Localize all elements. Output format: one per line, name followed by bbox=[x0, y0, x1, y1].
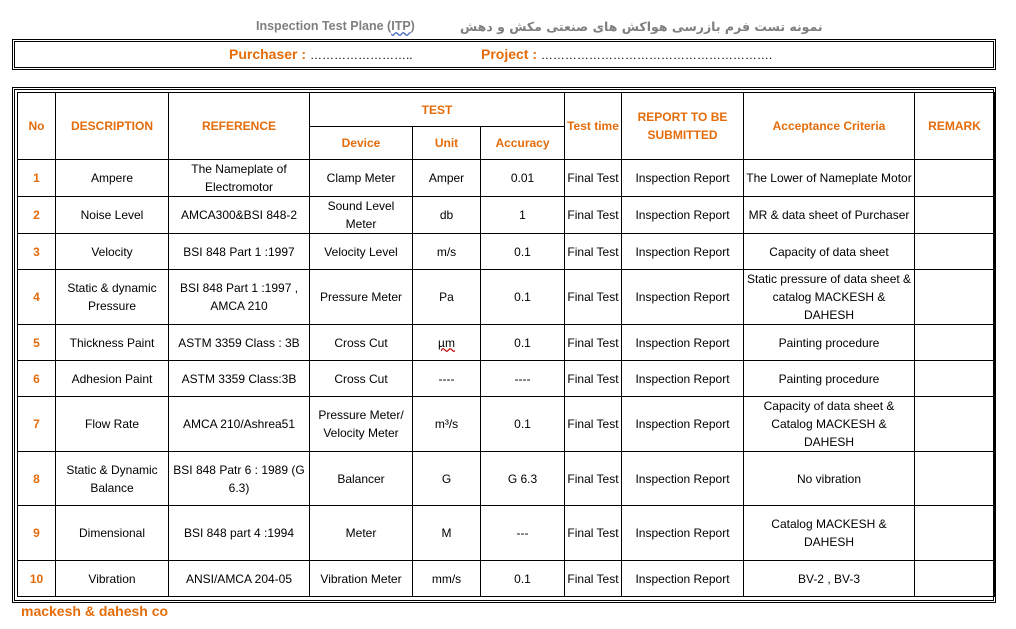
cell-no: 2 bbox=[18, 197, 56, 234]
cell-unit: mm/s bbox=[413, 561, 481, 597]
cell-remark bbox=[915, 361, 995, 397]
company-footer: mackesh & dahesh co bbox=[21, 603, 169, 619]
cell-accuracy: 0.1 bbox=[481, 270, 565, 325]
cell-accuracy: G 6.3 bbox=[481, 452, 565, 506]
header-remark: REMARK bbox=[915, 93, 995, 160]
cell-description: Flow Rate bbox=[56, 397, 169, 452]
cell-unit: G bbox=[413, 452, 481, 506]
cell-reference: BSI 848 Patr 6 : 1989 (G 6.3) bbox=[169, 452, 310, 506]
cell-no: 5 bbox=[18, 325, 56, 361]
cell-test-time: Final Test bbox=[565, 325, 622, 361]
cell-acceptance: Static pressure of data sheet & catalog MACKESH & DAHESH bbox=[744, 270, 915, 325]
cell-test-time: Final Test bbox=[565, 506, 622, 561]
cell-unit: m³/s bbox=[413, 397, 481, 452]
header-reference: REFERENCE bbox=[169, 93, 310, 160]
cell-report: Inspection Report bbox=[622, 506, 744, 561]
header-test: TEST bbox=[310, 93, 565, 127]
cell-remark bbox=[915, 506, 995, 561]
cell-unit bbox=[413, 325, 481, 361]
cell-test-time: Final Test bbox=[565, 452, 622, 506]
cell-test-time: Final Test bbox=[565, 270, 622, 325]
cell-acceptance: Painting procedure bbox=[744, 361, 915, 397]
cell-unit: Pa bbox=[413, 270, 481, 325]
table-row bbox=[18, 397, 995, 452]
cell-no: 10 bbox=[18, 561, 56, 597]
cell-test-time: Final Test bbox=[565, 160, 622, 197]
purchaser-label: Purchaser : bbox=[229, 46, 307, 62]
header-report: REPORT TO BE SUBMITTED bbox=[622, 93, 744, 160]
cell-reference: The Nameplate of Electromotor bbox=[169, 160, 310, 197]
cell-reference: BSI 848 Part 1 :1997 , AMCA 210 bbox=[169, 270, 310, 325]
cell-remark bbox=[915, 325, 995, 361]
cell-device: Velocity Level bbox=[310, 234, 413, 270]
table-header-row bbox=[18, 93, 995, 127]
cell-device: Pressure Meter bbox=[310, 270, 413, 325]
cell-description: Ampere bbox=[56, 160, 169, 197]
purchaser-project-box bbox=[12, 39, 996, 70]
cell-remark bbox=[915, 197, 995, 234]
cell-no: 7 bbox=[18, 397, 56, 452]
cell-accuracy: --- bbox=[481, 506, 565, 561]
table-row bbox=[18, 361, 995, 397]
cell-remark bbox=[915, 160, 995, 197]
cell-unit: m/s bbox=[413, 234, 481, 270]
purchaser-field bbox=[229, 46, 413, 62]
cell-description: Vibration bbox=[56, 561, 169, 597]
cell-report: Inspection Report bbox=[622, 452, 744, 506]
cell-device: Balancer bbox=[310, 452, 413, 506]
cell-reference: AMCA300&BSI 848-2 bbox=[169, 197, 310, 234]
cell-no: 8 bbox=[18, 452, 56, 506]
cell-no: 4 bbox=[18, 270, 56, 325]
document-title-english: Inspection Test Plane (ITP) bbox=[256, 19, 415, 33]
cell-remark bbox=[915, 270, 995, 325]
header-acceptance: Acceptance Criteria bbox=[744, 93, 915, 160]
cell-reference: ASTM 3359 Class : 3B bbox=[169, 325, 310, 361]
cell-description: Noise Level bbox=[56, 197, 169, 234]
cell-acceptance: Painting procedure bbox=[744, 325, 915, 361]
cell-acceptance: Capacity of data sheet bbox=[744, 234, 915, 270]
cell-test-time: Final Test bbox=[565, 361, 622, 397]
cell-description: Static & dynamic Pressure bbox=[56, 270, 169, 325]
itp-table-frame bbox=[12, 87, 996, 603]
document-title-line bbox=[0, 16, 1016, 38]
cell-reference: ANSI/AMCA 204-05 bbox=[169, 561, 310, 597]
cell-device: Clamp Meter bbox=[310, 160, 413, 197]
cell-accuracy: 0.01 bbox=[481, 160, 565, 197]
cell-test-time: Final Test bbox=[565, 397, 622, 452]
cell-no: 6 bbox=[18, 361, 56, 397]
itp-table bbox=[17, 92, 995, 597]
cell-acceptance: Capacity of data sheet & Catalog MACKESH & DAHESH bbox=[744, 397, 915, 452]
cell-accuracy: 0.1 bbox=[481, 234, 565, 270]
cell-acceptance: No vibration bbox=[744, 452, 915, 506]
cell-unit: M bbox=[413, 506, 481, 561]
itp-abbreviation: ITP bbox=[391, 19, 411, 33]
table-row bbox=[18, 452, 995, 506]
cell-device: Sound Level Meter bbox=[310, 197, 413, 234]
cell-device: Pressure Meter/ Velocity Meter bbox=[310, 397, 413, 452]
project-field bbox=[481, 46, 772, 62]
cell-no: 9 bbox=[18, 506, 56, 561]
cell-accuracy: ---- bbox=[481, 361, 565, 397]
header-device: Device bbox=[310, 127, 413, 160]
cell-report: Inspection Report bbox=[622, 234, 744, 270]
cell-no: 3 bbox=[18, 234, 56, 270]
table-row bbox=[18, 197, 995, 234]
cell-remark bbox=[915, 561, 995, 597]
cell-remark bbox=[915, 234, 995, 270]
header-unit: Unit bbox=[413, 127, 481, 160]
cell-remark bbox=[915, 397, 995, 452]
cell-test-time: Final Test bbox=[565, 234, 622, 270]
table-row bbox=[18, 234, 995, 270]
cell-report: Inspection Report bbox=[622, 325, 744, 361]
unit-micrometer: µm bbox=[438, 335, 455, 350]
cell-report: Inspection Report bbox=[622, 270, 744, 325]
project-label: Project : bbox=[481, 46, 538, 62]
cell-reference: AMCA 210/Ashrea51 bbox=[169, 397, 310, 452]
table-row bbox=[18, 160, 995, 197]
cell-unit: db bbox=[413, 197, 481, 234]
cell-description: Static & Dynamic Balance bbox=[56, 452, 169, 506]
cell-no: 1 bbox=[18, 160, 56, 197]
cell-device: Meter bbox=[310, 506, 413, 561]
purchaser-value: …………………….. bbox=[309, 48, 413, 62]
cell-unit: ---- bbox=[413, 361, 481, 397]
cell-report: Inspection Report bbox=[622, 561, 744, 597]
cell-device: Cross Cut bbox=[310, 325, 413, 361]
cell-description: Velocity bbox=[56, 234, 169, 270]
cell-report: Inspection Report bbox=[622, 197, 744, 234]
cell-description: Dimensional bbox=[56, 506, 169, 561]
table-row bbox=[18, 561, 995, 597]
cell-unit: Amper bbox=[413, 160, 481, 197]
table-row bbox=[18, 506, 995, 561]
cell-acceptance: BV-2 , BV-3 bbox=[744, 561, 915, 597]
cell-accuracy: 0.1 bbox=[481, 325, 565, 361]
cell-device: Vibration Meter bbox=[310, 561, 413, 597]
cell-reference: BSI 848 part 4 :1994 bbox=[169, 506, 310, 561]
header-no: No bbox=[18, 93, 56, 160]
cell-acceptance: The Lower of Nameplate Motor bbox=[744, 160, 915, 197]
cell-description: Adhesion Paint bbox=[56, 361, 169, 397]
table-row bbox=[18, 325, 995, 361]
cell-report: Inspection Report bbox=[622, 361, 744, 397]
cell-test-time: Final Test bbox=[565, 561, 622, 597]
cell-accuracy: 0.1 bbox=[481, 397, 565, 452]
header-description: DESCRIPTION bbox=[56, 93, 169, 160]
cell-acceptance: Catalog MACKESH & DAHESH bbox=[744, 506, 915, 561]
cell-remark bbox=[915, 452, 995, 506]
cell-reference: BSI 848 Part 1 :1997 bbox=[169, 234, 310, 270]
cell-accuracy: 1 bbox=[481, 197, 565, 234]
cell-report: Inspection Report bbox=[622, 160, 744, 197]
table-row bbox=[18, 270, 995, 325]
cell-description: Thickness Paint bbox=[56, 325, 169, 361]
cell-accuracy: 0.1 bbox=[481, 561, 565, 597]
cell-acceptance: MR & data sheet of Purchaser bbox=[744, 197, 915, 234]
cell-device: Cross Cut bbox=[310, 361, 413, 397]
cell-reference: ASTM 3359 Class:3B bbox=[169, 361, 310, 397]
header-test-time: Test time bbox=[565, 93, 622, 160]
project-value: …………………………………………………. bbox=[540, 48, 773, 62]
header-accuracy: Accuracy bbox=[481, 127, 565, 160]
document-title-persian: نمونه تست فرم بازرسی هواکش های صنعتی مکش و دهش bbox=[460, 19, 823, 34]
cell-test-time: Final Test bbox=[565, 197, 622, 234]
cell-report: Inspection Report bbox=[622, 397, 744, 452]
